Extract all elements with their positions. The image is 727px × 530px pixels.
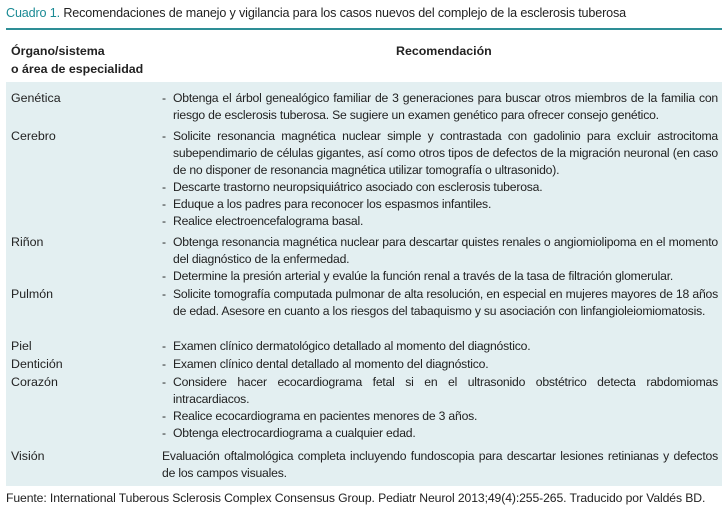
organ-label: Riñon xyxy=(11,235,44,249)
table-body xyxy=(6,82,722,486)
recommendation-item: - Examen clínico dermatológico detallado al momento del diagnóstico. xyxy=(162,339,531,353)
recommendation-list xyxy=(162,128,718,230)
caption-label: Cuadro 1. xyxy=(6,6,60,20)
recommendation-item: - Descarte trastorno neuropsiquiátrico asociado con esclerosis tuberosa. xyxy=(162,180,543,194)
table-header xyxy=(6,30,722,82)
table-caption xyxy=(6,4,722,22)
recommendation-item: - Obtenga resonancia magnética nuclear para descartar quistes renales o angiomiolipoma en el momento del diagnóstico de la enfermedad. xyxy=(162,235,718,266)
organ-label: Cerebro xyxy=(11,129,56,143)
recommendation-item: - Obtenga el árbol genealógico familiar de 3 generaciones para buscar otros miembros de la familia con riesgo de esclerosis tuberosa. Se sugiere un examen genético para ofrecer consejo genético. xyxy=(162,91,718,122)
recommendation-list xyxy=(162,356,718,373)
recommendation-item: - Realice electroencefalograma basal. xyxy=(162,214,364,228)
organ-label: Visión xyxy=(11,449,45,463)
recommendation-item: - Solicite resonancia magnética nuclear simple y contrastada con gadolinio para excluir astrocitoma subependimario de células gigantes, así como otros tipos de defectos de la migración neuronal (en caso de no disponer de resonancia magnética utilizar tomografía o ultrasonido). xyxy=(162,129,718,177)
header-organ-line2: o área de especialidad xyxy=(11,62,144,76)
header-organ-line1: Órgano/sistema xyxy=(11,44,105,58)
table-source-note: Fuente: International Tuberous Sclerosis Complex Consensus Group. Pediatr Neurol 2013;49(4):255-265. Traducido por Valdés BD. xyxy=(6,491,706,505)
recommendation-item: - Determine la presión arterial y evalúe la función renal a través de la tasa de filtración glomerular. xyxy=(162,269,674,283)
header-recommendation-column: Recomendación xyxy=(396,44,492,58)
organ-label: Genética xyxy=(11,91,61,105)
recommendation-list xyxy=(162,448,718,482)
header-organ-column xyxy=(11,42,171,78)
recommendation-list xyxy=(162,338,718,355)
recommendation-list xyxy=(162,286,718,320)
recommendation-item: - Examen clínico dental detallado al momento del diagnóstico. xyxy=(162,357,489,371)
recommendation-item: Evaluación oftalmológica completa incluyendo fundoscopia para descartar lesiones retinianas y defectos de los campos visuales. xyxy=(162,449,718,480)
organ-label: Pulmón xyxy=(11,287,54,301)
organ-label: Corazón xyxy=(11,375,58,389)
recommendation-item: - Eduque a los padres para reconocer los espasmos infantiles. xyxy=(162,197,492,211)
recommendation-item: - Solicite tomografía computada pulmonar de alta resolución, en especial en mujeres mayores de 18 años de edad. Asesore en cuanto a los riesgos del tabaquismo y su asociación con linfangioleiomiomatosis. xyxy=(162,287,718,318)
organ-label: Piel xyxy=(11,339,32,353)
recommendation-item: - Realice ecocardiograma en pacientes menores de 3 años. xyxy=(162,409,478,423)
recommendation-list xyxy=(162,374,718,442)
recommendation-list xyxy=(162,234,718,285)
recommendation-item: - Obtenga electrocardiograma a cualquier edad. xyxy=(162,426,416,440)
caption-text: Recomendaciones de manejo y vigilancia para los casos nuevos del complejo de la esclerosis tuberosa xyxy=(59,6,627,20)
organ-label: Dentición xyxy=(11,357,63,371)
recommendation-list xyxy=(162,90,718,124)
recommendation-item: - Considere hacer ecocardiograma fetal si en el ultrasonido obstétrico detecta rabdomiomas intracardiacos. xyxy=(162,375,718,406)
